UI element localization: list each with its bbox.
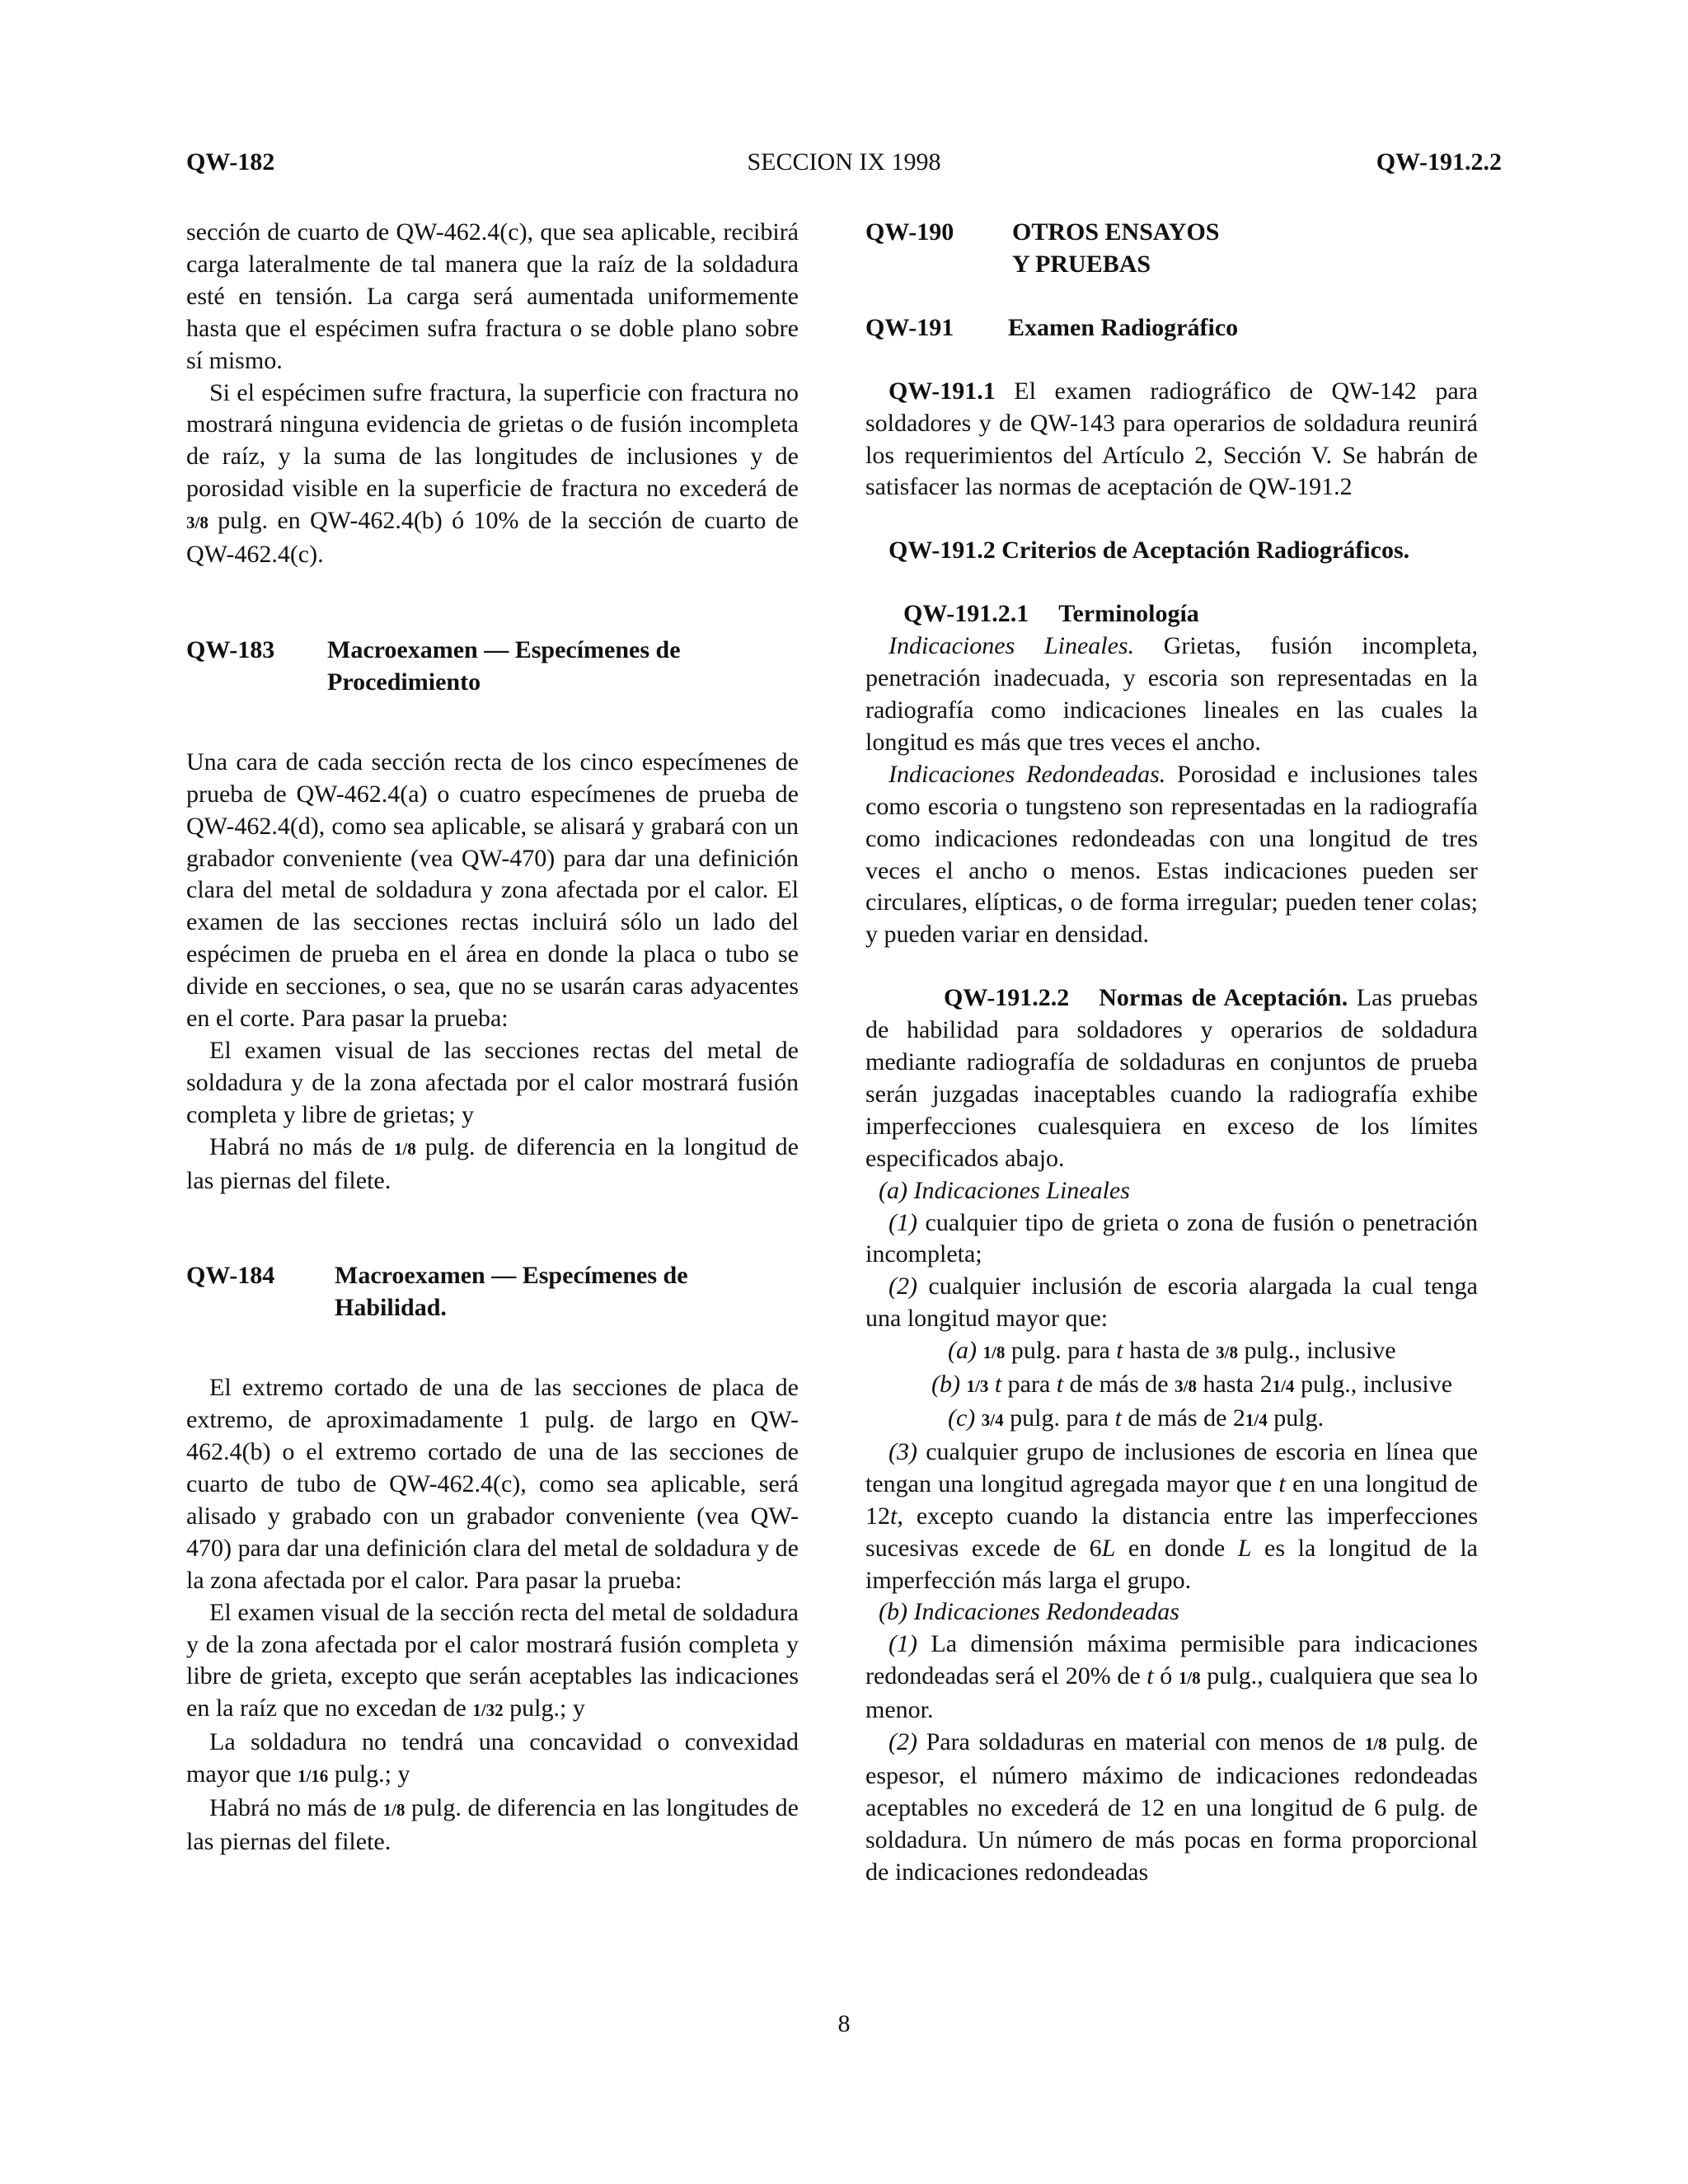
paragraph: QW-191.2.2 Normas de Aceptación. Las pruebas de habilidad para soldadores y operarios de soldadura mediante radiografía de soldaduras en conjuntos de prueba serán juzgadas inaceptables cuando la radiografía exhibe imperfecciones cualesquiera en exceso de los límites especificados abajo. xyxy=(865,984,1478,1172)
paragraph: El examen visual de la sección recta del metal de soldadura y de la zona afectada por el calor mostrará fusión completa y libre de grieta, excepto que serán aceptables las indicaciones en la raíz que no excedan de 1/32 pulg.; y xyxy=(186,1598,799,1722)
paragraph: Habrá no más de 1/8 pulg. de diferencia en la longitud de las piernas del filete. xyxy=(186,1132,799,1194)
paragraph: sección de cuarto de QW-462.4(c), que sea aplicable, recibirá carga lateralmente de tal manera que la raíz de la soldadura esté en tensión. La carga será aumentada uniformemente hasta que el espécimen sufra fractura o se doble plano sobre sí mismo. xyxy=(186,218,799,374)
section-number: QW-190 xyxy=(865,218,954,246)
list-heading: (b) Indicaciones Redondeadas xyxy=(879,1598,1179,1626)
list-item: (c) 3/4 pulg. para t de más de 21/4 pulg. xyxy=(948,1404,1325,1432)
paragraph: La soldadura no tendrá una concavidad o convexidad mayor que 1/16 pulg.; y xyxy=(186,1728,799,1788)
header-right-section: QW-191.2.2 xyxy=(1376,148,1502,176)
right-column xyxy=(865,217,1478,1889)
paragraph: El extremo cortado de una de las secciones de placa de extremo, de aproximadamente 1 pulg. de largo en QW-462.4(b) o el extremo cortado de una de las secciones de cuarto de tubo de QW-462.4(c), como sea aplicable, será alisado y grabado con un grabador conveniente (vea QW-470) para dar una definición clara del metal de soldadura y de la zona afectada por el calor. Para pasar la prueba: xyxy=(186,1374,799,1594)
paragraph: Indicaciones Redondeadas. Porosidad e inclusiones tales como escoria o tungsteno son representadas en la radiografía como indicaciones redondeadas con una longitud de tres veces el ancho o menos. Estas indicaciones pueden ser circulares, elípticas, o de forma irregular; pueden tener colas; y pueden variar en densidad. xyxy=(865,760,1478,949)
paragraph: Habrá no más de 1/8 pulg. de diferencia en las longitudes de las piernas del filete. xyxy=(186,1794,799,1855)
paragraph: Indicaciones Lineales. Grietas, fusión incompleta, penetración inadecuada, y escoria son representadas en la radiografía como indicaciones lineales en las cuales la longitud es más que tres veces el ancho. xyxy=(865,632,1478,756)
section-heading-qw191 xyxy=(865,312,1478,344)
header-left-section: QW-182 xyxy=(186,148,275,176)
fraction: 1/32 xyxy=(472,1700,504,1721)
left-column xyxy=(186,217,799,1858)
section-title: Examen Radiográfico xyxy=(1008,313,1239,341)
paragraph: El examen visual de las secciones rectas del metal de soldadura y de la zona afectada por el calor mostrará fusión completa y libre de grietas; y xyxy=(186,1036,799,1128)
subsection-heading: QW-191.2.1 Terminología xyxy=(903,600,1199,628)
list-heading: (a) Indicaciones Lineales xyxy=(879,1176,1130,1204)
section-number: QW-184 xyxy=(186,1262,275,1290)
list-item: (2) Para soldaduras en material con menos de 1/8 pulg. de espesor, el número máximo de indicaciones redondeadas aceptables no excederá de 12 en una longitud de 6 pulg. de soldadura. Un número de más pocas en forma proporcional de indicaciones redondeadas xyxy=(865,1728,1478,1886)
section-heading-qw183 xyxy=(186,635,799,699)
fraction: 1/16 xyxy=(297,1766,329,1787)
section-number: QW-183 xyxy=(186,635,275,663)
header-title: SECCION IX 1998 xyxy=(747,148,941,176)
section-title: Macroexamen — Especímenes de Habilidad. xyxy=(335,1262,688,1322)
subsection-heading: QW-191.2 Criterios de Aceptación Radiográficos. xyxy=(889,537,1410,565)
list-item: (b) 1/3 t para t de más de 3/8 hasta 21/4 pulg., inclusive xyxy=(931,1371,1453,1399)
section-title: Macroexamen — Especímenes de Procedimiento xyxy=(327,635,681,696)
paragraph: QW-191.1 El examen radiográfico de QW-142 para soldadores y de QW-143 para operarios de soldadura reunirá los requerimientos del Artículo 2, Sección V. Se habrán de satisfacer las normas de aceptación de QW-191.2 xyxy=(865,377,1478,501)
page-number: 8 xyxy=(837,2010,851,2037)
section-number: QW-191 xyxy=(865,313,954,341)
section-heading-qw184 xyxy=(186,1260,799,1324)
paragraph: Una cara de cada sección recta de los cinco especímenes de prueba de QW-462.4(a) o cuatro especímenes de prueba de QW-462.4(d), como sea aplicable, se alisará y grabará con un grabador conveniente (vea QW-470) para dar una definición clara del metal de soldadura y zona afectada por el calor. El examen de las secciones rectas incluirá sólo un lado del espécimen de prueba en el área en donde la placa o tubo se divide en secciones, o sea, que no se usarán caras adyacentes en el corte. Para pasar la prueba: xyxy=(186,748,799,1033)
list-item: (3) cualquier grupo de inclusiones de escoria en línea que tengan una longitud agregada mayor que t en una longitud de 12t, excepto cuando la distancia entre las imperfecciones sucesivas excede de 6L en donde L es la longitud de la imperfección más larga el grupo. xyxy=(865,1437,1478,1594)
section-heading-qw190 xyxy=(865,217,1478,281)
section-title: OTROS ENSAYOS Y PRUEBAS xyxy=(1012,218,1220,278)
fraction: 3/8 xyxy=(186,513,209,533)
list-item: (2) cualquier inclusión de escoria alargada la cual tenga una longitud mayor que: xyxy=(865,1272,1478,1333)
paragraph: Si el espécimen sufre fractura, la superficie con fractura no mostrará ninguna evidencia de grietas o de fusión incompleta de raíz, y la suma de las longitudes de inclusiones y de porosidad visible en la superficie de fractura no excederá de 3/8 pulg. en QW-462.4(b) ó 10% de la sección de cuarto de QW-462.4(c). xyxy=(186,378,799,569)
fraction: 1/8 xyxy=(382,1800,406,1821)
list-item: (1) La dimensión máxima permisible para indicaciones redondeadas será el 20% de t ó 1/8 pulg., cualquiera que sea lo menor. xyxy=(865,1630,1478,1724)
list-item: (1) cualquier tipo de grieta o zona de fusión o penetración incompleta; xyxy=(865,1208,1478,1268)
list-item: (a) 1/8 pulg. para t hasta de 3/8 pulg., inclusive xyxy=(948,1337,1396,1365)
fraction: 1/8 xyxy=(393,1138,416,1159)
